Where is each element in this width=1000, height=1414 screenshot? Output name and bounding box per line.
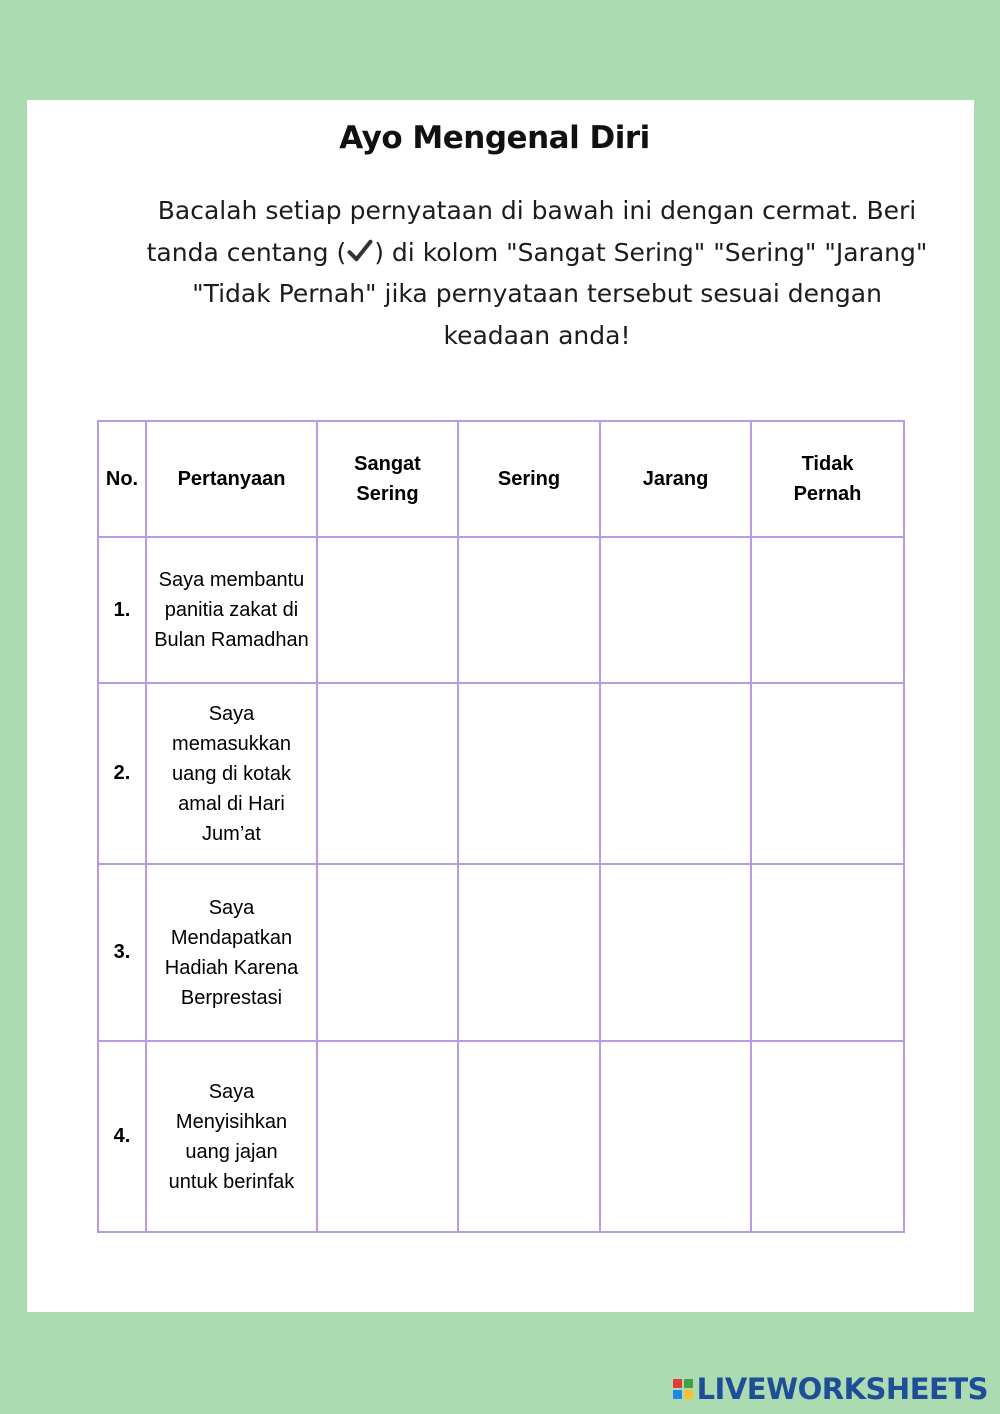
table-row bbox=[98, 683, 904, 864]
table-header-row bbox=[98, 421, 904, 537]
answer-cell-tidak-pernah[interactable] bbox=[751, 537, 904, 683]
header-no: No. bbox=[98, 421, 146, 537]
answer-cell-tidak-pernah[interactable] bbox=[751, 683, 904, 864]
row-number: 3. bbox=[98, 864, 146, 1041]
question-text: Saya Mendapatkan Hadiah Karena Berprestasi bbox=[146, 864, 317, 1041]
answer-cell-jarang[interactable] bbox=[600, 683, 751, 864]
answer-cell-tidak-pernah[interactable] bbox=[751, 864, 904, 1041]
instructions-text-1: Bacalah setiap pernyataan di bawah ini dengan cermat. Beri tanda centang ( bbox=[146, 196, 917, 267]
table-row bbox=[98, 864, 904, 1041]
instructions-text-2: ) di kolom "Sangat Sering" "Sering" "Jarang" "Tidak Pernah" jika pernyataan tersebut sesuai dengan keadaan anda! bbox=[192, 237, 928, 350]
answer-cell-sering[interactable] bbox=[458, 683, 600, 864]
header-jarang: Jarang bbox=[600, 421, 751, 537]
answer-cell-sangat-sering[interactable] bbox=[317, 683, 458, 864]
answer-cell-sangat-sering[interactable] bbox=[317, 537, 458, 683]
table-row bbox=[98, 1041, 904, 1232]
row-number: 2. bbox=[98, 683, 146, 864]
liveworksheets-logo[interactable] bbox=[673, 1372, 988, 1406]
question-text: Saya memasukkan uang di kotak amal di Hari Jum’at bbox=[146, 683, 317, 864]
answer-cell-jarang[interactable] bbox=[600, 864, 751, 1041]
self-assessment-table bbox=[97, 420, 905, 1233]
answer-cell-jarang[interactable] bbox=[600, 1041, 751, 1232]
check-icon bbox=[346, 237, 374, 265]
answer-cell-sering[interactable] bbox=[458, 537, 600, 683]
question-text: Saya membantu panitia zakat di Bulan Ramadhan bbox=[146, 537, 317, 683]
worksheet-page bbox=[27, 100, 974, 1312]
header-sering: Sering bbox=[458, 421, 600, 537]
question-text: Saya Menyisihkan uang jajan untuk berinfak bbox=[146, 1041, 317, 1232]
answer-cell-tidak-pernah[interactable] bbox=[751, 1041, 904, 1232]
row-number: 4. bbox=[98, 1041, 146, 1232]
answer-cell-sangat-sering[interactable] bbox=[317, 864, 458, 1041]
header-tidak-pernah: Tidak Pernah bbox=[751, 421, 904, 537]
worksheet-title: Ayo Mengenal Diri bbox=[339, 120, 650, 156]
liveworksheets-logo-icon bbox=[673, 1379, 693, 1399]
header-sangat-sering: Sangat Sering bbox=[317, 421, 458, 537]
answer-cell-sering[interactable] bbox=[458, 864, 600, 1041]
table-row bbox=[98, 537, 904, 683]
answer-cell-sering[interactable] bbox=[458, 1041, 600, 1232]
instructions bbox=[137, 190, 937, 356]
brand-name: LIVEWORKSHEETS bbox=[696, 1372, 988, 1406]
answer-cell-sangat-sering[interactable] bbox=[317, 1041, 458, 1232]
answer-cell-jarang[interactable] bbox=[600, 537, 751, 683]
header-question: Pertanyaan bbox=[146, 421, 317, 537]
row-number: 1. bbox=[98, 537, 146, 683]
